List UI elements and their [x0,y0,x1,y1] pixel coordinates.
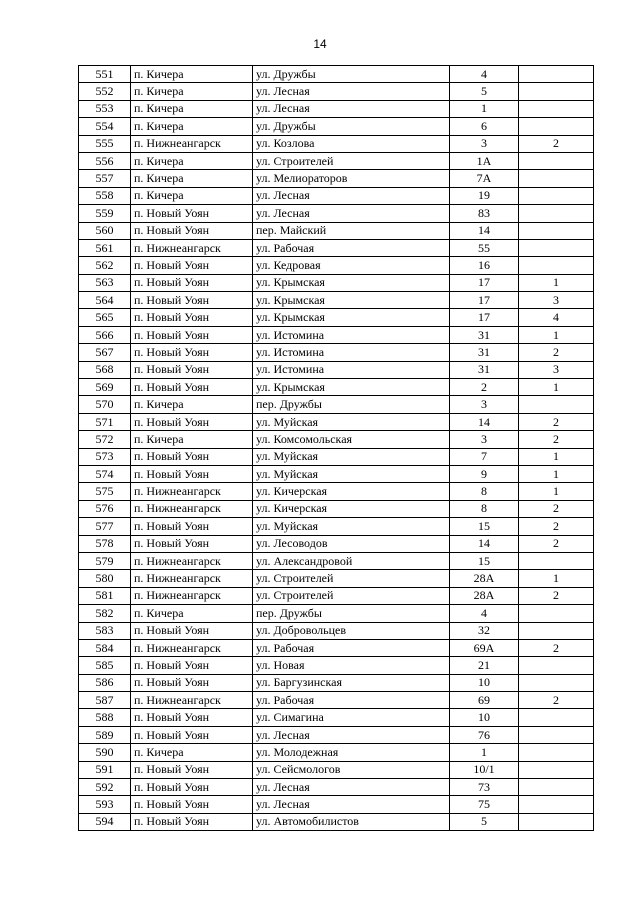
settlement-cell: п. Новый Уоян [131,796,253,813]
street-cell: ул. Кичерская [253,483,450,500]
table-row [79,100,594,117]
table-row [79,570,594,587]
settlement-cell: п. Новый Уоян [131,205,253,222]
row-number-cell: 594 [79,813,131,830]
street-cell: ул. Кедровая [253,257,450,274]
table-row [79,361,594,378]
apartment-cell: 2 [519,639,594,656]
row-number-cell: 567 [79,344,131,361]
row-number-cell: 558 [79,187,131,204]
street-cell: ул. Баргузинская [253,674,450,691]
apartment-cell [519,622,594,639]
house-number-cell: 15 [450,552,519,569]
apartment-cell: 2 [519,344,594,361]
apartment-cell: 1 [519,379,594,396]
apartment-cell [519,726,594,743]
street-cell: ул. Лесная [253,205,450,222]
settlement-cell: п. Нижнеангарск [131,135,253,152]
house-number-cell: 31 [450,326,519,343]
apartment-cell: 3 [519,292,594,309]
house-number-cell: 75 [450,796,519,813]
settlement-cell: п. Кичера [131,431,253,448]
table-row [79,692,594,709]
house-number-cell: 83 [450,205,519,222]
street-cell: ул. Крымская [253,309,450,326]
table-row [79,552,594,569]
house-number-cell: 17 [450,309,519,326]
table-row [79,483,594,500]
settlement-cell: п. Новый Уоян [131,222,253,239]
house-number-cell: 31 [450,344,519,361]
row-number-cell: 569 [79,379,131,396]
street-cell: ул. Лесная [253,187,450,204]
apartment-cell: 1 [519,465,594,482]
row-number-cell: 565 [79,309,131,326]
street-cell: ул. Лесная [253,779,450,796]
house-number-cell: 8 [450,483,519,500]
table-row [79,744,594,761]
street-cell: ул. Муйская [253,465,450,482]
street-cell: ул. Крымская [253,292,450,309]
house-number-cell: 28А [450,587,519,604]
settlement-cell: п. Новый Уоян [131,257,253,274]
row-number-cell: 554 [79,118,131,135]
row-number-cell: 580 [79,570,131,587]
street-cell: ул. Муйская [253,518,450,535]
house-number-cell: 14 [450,222,519,239]
row-number-cell: 559 [79,205,131,222]
table-row [79,813,594,830]
table-row [79,152,594,169]
settlement-cell: п. Кичера [131,66,253,83]
settlement-cell: п. Кичера [131,118,253,135]
street-cell: ул. Лесная [253,796,450,813]
settlement-cell: п. Новый Уоян [131,309,253,326]
apartment-cell [519,205,594,222]
row-number-cell: 573 [79,448,131,465]
table-row [79,135,594,152]
table-row [79,448,594,465]
apartment-cell [519,761,594,778]
apartment-cell [519,187,594,204]
house-number-cell: 17 [450,292,519,309]
house-number-cell: 73 [450,779,519,796]
settlement-cell: п. Новый Уоян [131,535,253,552]
settlement-cell: п. Нижнеангарск [131,239,253,256]
settlement-cell: п. Кичера [131,170,253,187]
settlement-cell: п. Новый Уоян [131,813,253,830]
table-row [79,83,594,100]
row-number-cell: 593 [79,796,131,813]
row-number-cell: 584 [79,639,131,656]
apartment-cell: 1 [519,274,594,291]
table-row [79,657,594,674]
table-row [79,465,594,482]
table-row [79,431,594,448]
street-cell: ул. Истомина [253,361,450,378]
row-number-cell: 566 [79,326,131,343]
table-row [79,205,594,222]
settlement-cell: п. Новый Уоян [131,657,253,674]
row-number-cell: 571 [79,413,131,430]
table-row [79,274,594,291]
apartment-cell: 2 [519,413,594,430]
street-cell: ул. Александровой [253,552,450,569]
street-cell: ул. Комсомольская [253,431,450,448]
table-row [79,344,594,361]
table-row [79,726,594,743]
settlement-cell: п. Новый Уоян [131,274,253,291]
apartment-cell [519,605,594,622]
house-number-cell: 3 [450,135,519,152]
apartment-cell [519,100,594,117]
settlement-cell: п. Нижнеангарск [131,639,253,656]
street-cell: ул. Строителей [253,570,450,587]
apartment-cell [519,813,594,830]
row-number-cell: 552 [79,83,131,100]
table-row [79,396,594,413]
street-cell: ул. Симагина [253,709,450,726]
street-cell: ул. Рабочая [253,639,450,656]
table-row [79,170,594,187]
apartment-cell: 2 [519,535,594,552]
house-number-cell: 32 [450,622,519,639]
street-cell: ул. Истомина [253,326,450,343]
street-cell: ул. Строителей [253,587,450,604]
apartment-cell [519,222,594,239]
house-number-cell: 7 [450,448,519,465]
settlement-cell: п. Новый Уоян [131,344,253,361]
apartment-cell: 2 [519,518,594,535]
apartment-cell [519,552,594,569]
row-number-cell: 563 [79,274,131,291]
street-cell: ул. Крымская [253,379,450,396]
apartment-cell: 1 [519,448,594,465]
apartment-cell [519,66,594,83]
house-number-cell: 31 [450,361,519,378]
apartment-cell: 1 [519,570,594,587]
street-cell: ул. Сейсмологов [253,761,450,778]
apartment-cell: 2 [519,692,594,709]
house-number-cell: 10 [450,674,519,691]
apartment-cell: 4 [519,309,594,326]
apartment-cell: 1 [519,326,594,343]
table-row [79,709,594,726]
street-cell: ул. Лесоводов [253,535,450,552]
apartment-cell [519,257,594,274]
row-number-cell: 560 [79,222,131,239]
row-number-cell: 556 [79,152,131,169]
apartment-cell: 2 [519,587,594,604]
house-number-cell: 28А [450,570,519,587]
settlement-cell: п. Новый Уоян [131,413,253,430]
apartment-cell [519,796,594,813]
row-number-cell: 574 [79,465,131,482]
street-cell: ул. Автомобилистов [253,813,450,830]
apartment-cell: 3 [519,361,594,378]
row-number-cell: 575 [79,483,131,500]
settlement-cell: п. Кичера [131,187,253,204]
row-number-cell: 589 [79,726,131,743]
apartment-cell [519,83,594,100]
house-number-cell: 15 [450,518,519,535]
settlement-cell: п. Новый Уоян [131,326,253,343]
row-number-cell: 577 [79,518,131,535]
street-cell: ул. Лесная [253,726,450,743]
table-row [79,257,594,274]
table-row [79,187,594,204]
settlement-cell: п. Кичера [131,605,253,622]
row-number-cell: 572 [79,431,131,448]
apartment-cell: 2 [519,135,594,152]
street-cell: ул. Муйская [253,448,450,465]
address-table-body [79,66,594,831]
table-row [79,674,594,691]
house-number-cell: 14 [450,413,519,430]
row-number-cell: 582 [79,605,131,622]
settlement-cell: п. Нижнеангарск [131,570,253,587]
table-row [79,379,594,396]
table-row [79,639,594,656]
street-cell: ул. Кичерская [253,500,450,517]
row-number-cell: 564 [79,292,131,309]
settlement-cell: п. Кичера [131,396,253,413]
apartment-cell: 2 [519,500,594,517]
street-cell: ул. Муйская [253,413,450,430]
apartment-cell [519,657,594,674]
settlement-cell: п. Новый Уоян [131,518,253,535]
table-row [79,535,594,552]
row-number-cell: 557 [79,170,131,187]
house-number-cell: 3 [450,396,519,413]
street-cell: пер. Дружбы [253,605,450,622]
table-row [79,118,594,135]
house-number-cell: 10 [450,709,519,726]
house-number-cell: 8 [450,500,519,517]
street-cell: ул. Лесная [253,100,450,117]
settlement-cell: п. Новый Уоян [131,674,253,691]
table-row [79,779,594,796]
street-cell: ул. Крымская [253,274,450,291]
row-number-cell: 588 [79,709,131,726]
table-row [79,761,594,778]
settlement-cell: п. Новый Уоян [131,761,253,778]
settlement-cell: п. Новый Уоян [131,448,253,465]
row-number-cell: 587 [79,692,131,709]
settlement-cell: п. Новый Уоян [131,622,253,639]
street-cell: ул. Рабочая [253,239,450,256]
street-cell: ул. Добровольцев [253,622,450,639]
street-cell: ул. Строителей [253,152,450,169]
street-cell: ул. Лесная [253,83,450,100]
table-row [79,326,594,343]
apartment-cell [519,709,594,726]
apartment-cell [519,152,594,169]
house-number-cell: 10/1 [450,761,519,778]
street-cell: ул. Дружбы [253,118,450,135]
street-cell: пер. Майский [253,222,450,239]
apartment-cell: 2 [519,431,594,448]
settlement-cell: п. Кичера [131,152,253,169]
row-number-cell: 590 [79,744,131,761]
street-cell: ул. Новая [253,657,450,674]
table-row [79,605,594,622]
apartment-cell [519,779,594,796]
settlement-cell: п. Нижнеангарск [131,587,253,604]
street-cell: ул. Мелиораторов [253,170,450,187]
house-number-cell: 1 [450,100,519,117]
settlement-cell: п. Новый Уоян [131,726,253,743]
row-number-cell: 591 [79,761,131,778]
row-number-cell: 568 [79,361,131,378]
settlement-cell: п. Новый Уоян [131,292,253,309]
row-number-cell: 578 [79,535,131,552]
house-number-cell: 16 [450,257,519,274]
table-row [79,413,594,430]
street-cell: ул. Дружбы [253,66,450,83]
settlement-cell: п. Новый Уоян [131,709,253,726]
page-number: 14 [313,37,327,51]
table-row [79,239,594,256]
house-number-cell: 55 [450,239,519,256]
street-cell: ул. Рабочая [253,692,450,709]
row-number-cell: 553 [79,100,131,117]
apartment-cell [519,674,594,691]
row-number-cell: 592 [79,779,131,796]
house-number-cell: 2 [450,379,519,396]
street-cell: пер. Дружбы [253,396,450,413]
settlement-cell: п. Кичера [131,100,253,117]
row-number-cell: 551 [79,66,131,83]
settlement-cell: п. Нижнеангарск [131,500,253,517]
table-row [79,309,594,326]
settlement-cell: п. Нижнеангарск [131,552,253,569]
house-number-cell: 7А [450,170,519,187]
house-number-cell: 6 [450,118,519,135]
apartment-cell: 1 [519,483,594,500]
settlement-cell: п. Кичера [131,744,253,761]
settlement-cell: п. Новый Уоян [131,361,253,378]
row-number-cell: 583 [79,622,131,639]
street-cell: ул. Истомина [253,344,450,361]
table-row [79,796,594,813]
street-cell: ул. Козлова [253,135,450,152]
settlement-cell: п. Нижнеангарск [131,483,253,500]
street-cell: ул. Молодежная [253,744,450,761]
house-number-cell: 1 [450,744,519,761]
house-number-cell: 5 [450,813,519,830]
row-number-cell: 570 [79,396,131,413]
settlement-cell: п. Нижнеангарск [131,692,253,709]
house-number-cell: 4 [450,66,519,83]
table-row [79,292,594,309]
table-row [79,587,594,604]
row-number-cell: 581 [79,587,131,604]
settlement-cell: п. Кичера [131,83,253,100]
apartment-cell [519,396,594,413]
house-number-cell: 5 [450,83,519,100]
row-number-cell: 585 [79,657,131,674]
apartment-cell [519,744,594,761]
table-row [79,622,594,639]
apartment-cell [519,170,594,187]
house-number-cell: 21 [450,657,519,674]
house-number-cell: 1А [450,152,519,169]
row-number-cell: 579 [79,552,131,569]
house-number-cell: 3 [450,431,519,448]
house-number-cell: 76 [450,726,519,743]
table-row [79,500,594,517]
table-row [79,222,594,239]
house-number-cell: 69 [450,692,519,709]
apartment-cell [519,239,594,256]
table-row [79,518,594,535]
house-number-cell: 69А [450,639,519,656]
row-number-cell: 561 [79,239,131,256]
row-number-cell: 576 [79,500,131,517]
house-number-cell: 4 [450,605,519,622]
house-number-cell: 14 [450,535,519,552]
settlement-cell: п. Новый Уоян [131,379,253,396]
row-number-cell: 586 [79,674,131,691]
row-number-cell: 562 [79,257,131,274]
house-number-cell: 19 [450,187,519,204]
apartment-cell [519,118,594,135]
table-row [79,66,594,83]
settlement-cell: п. Новый Уоян [131,779,253,796]
address-table [78,65,594,831]
house-number-cell: 17 [450,274,519,291]
row-number-cell: 555 [79,135,131,152]
house-number-cell: 9 [450,465,519,482]
settlement-cell: п. Новый Уоян [131,465,253,482]
